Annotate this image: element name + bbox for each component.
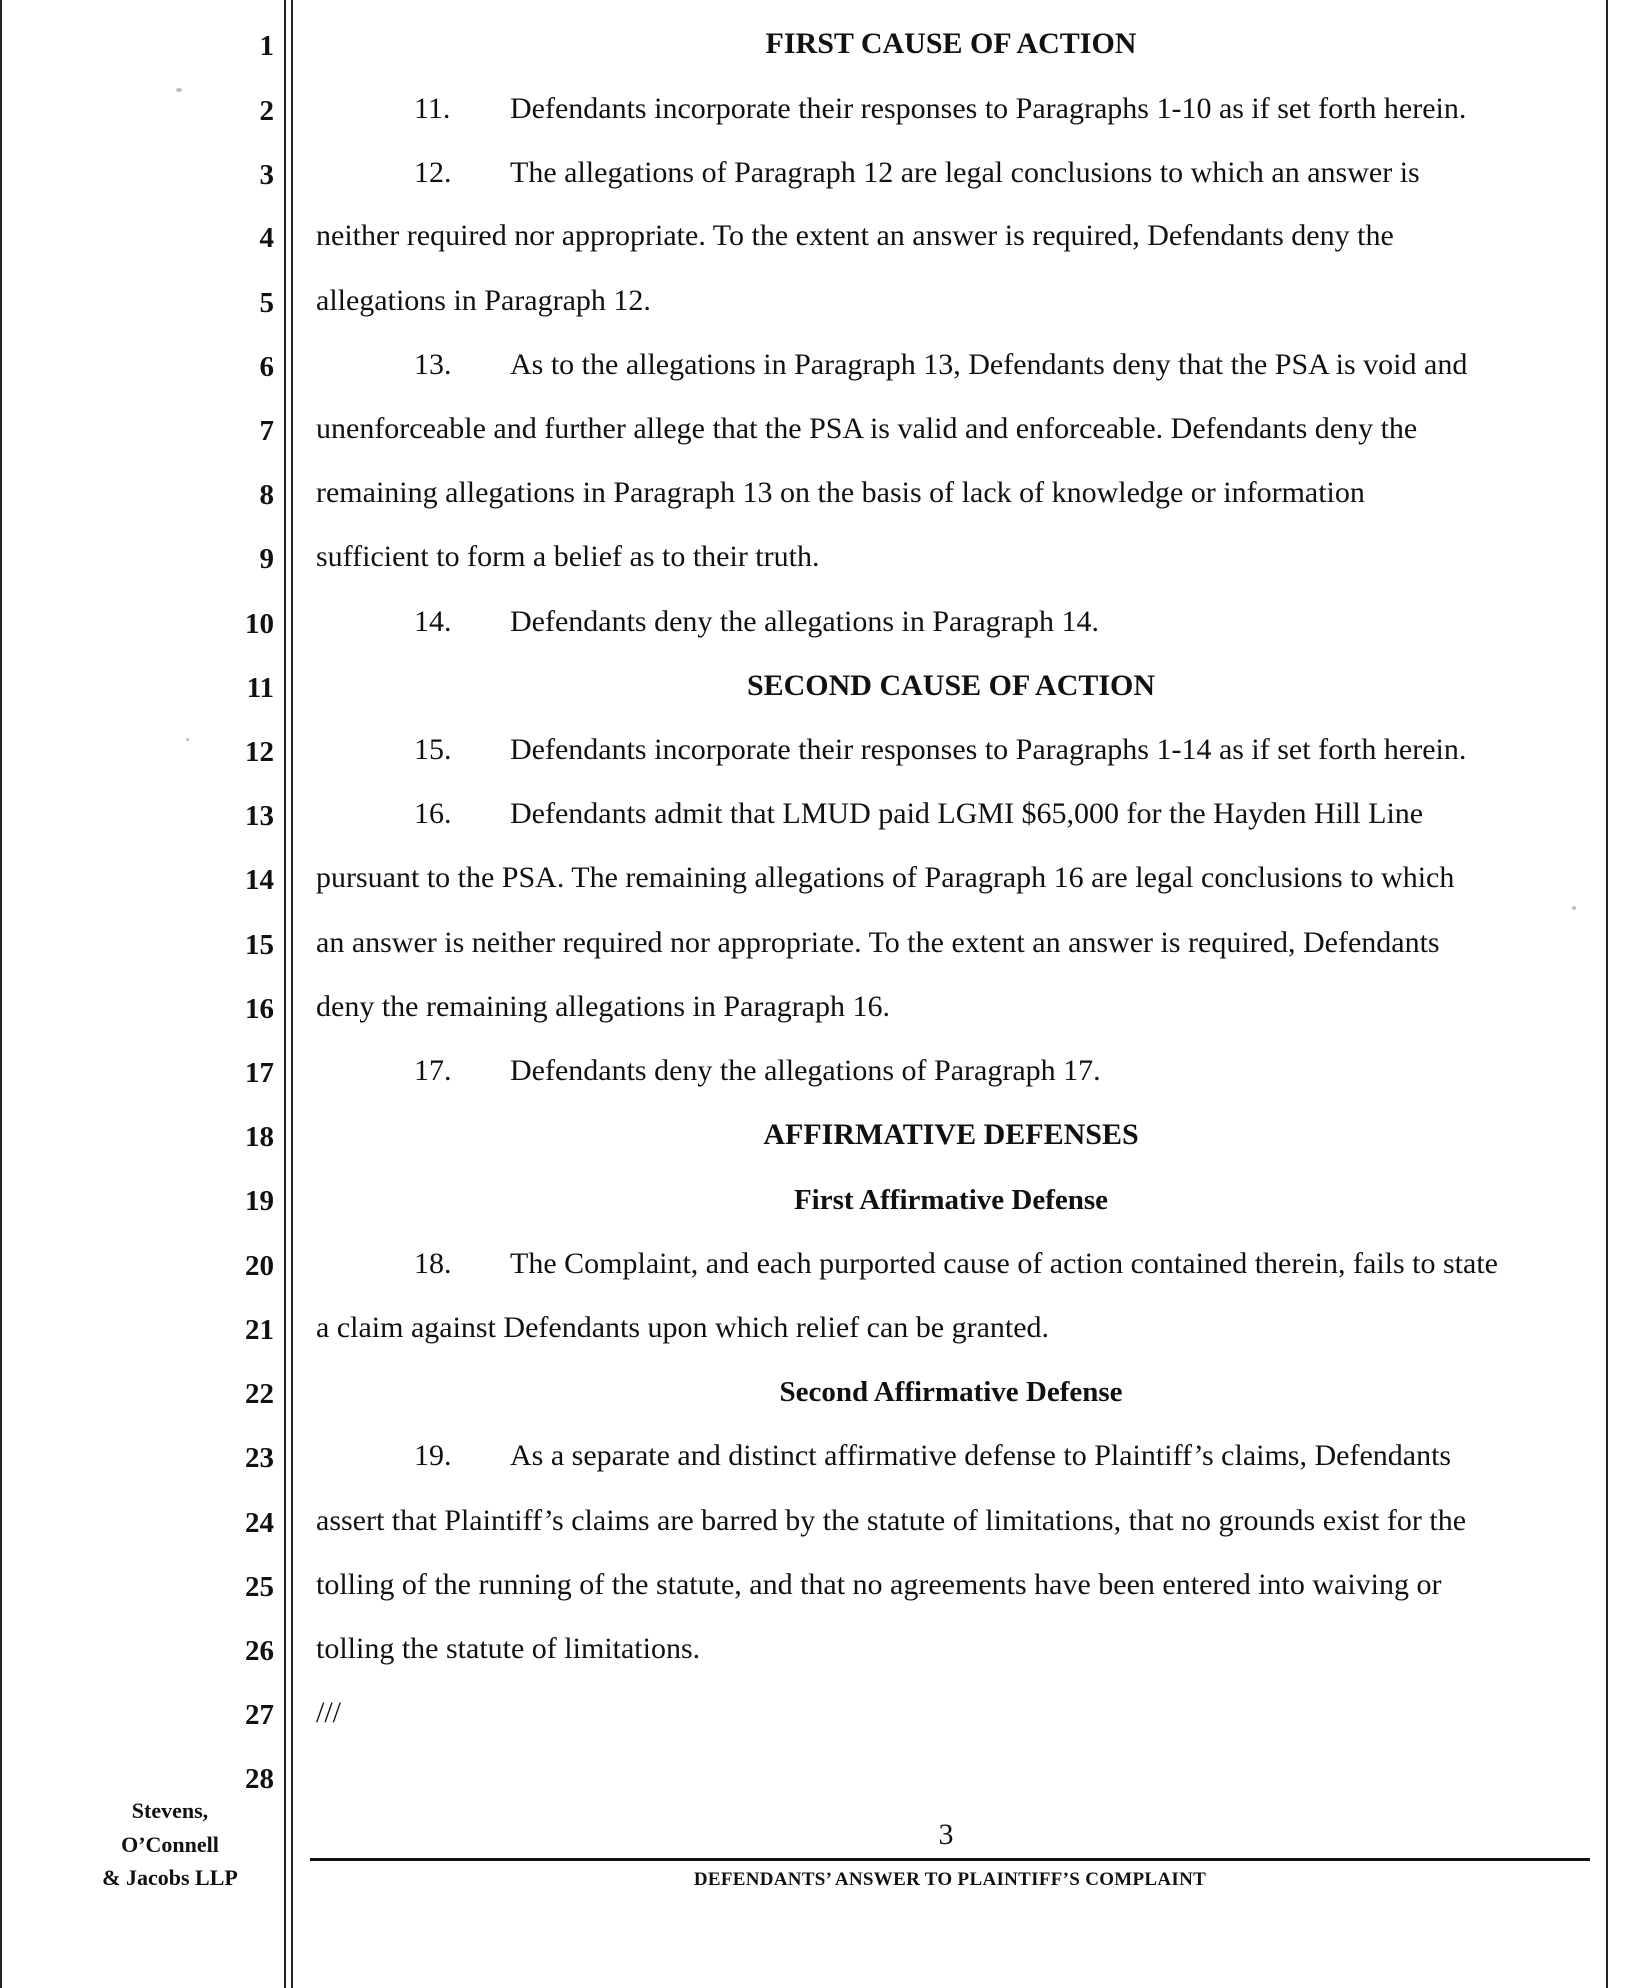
continuation-mark: /// xyxy=(316,1696,342,1729)
paragraph-14 xyxy=(316,604,1582,640)
paragraph-number: 15. xyxy=(414,733,452,766)
line-number: 22 xyxy=(245,1378,274,1410)
line-number: 27 xyxy=(245,1699,274,1731)
paragraph-text-line: remaining allegations in Paragraph 13 on the basis of lack of knowledge or information xyxy=(316,476,1365,509)
line-number: 9 xyxy=(259,543,274,575)
footer-rule xyxy=(310,1858,1590,1861)
paragraph-18 xyxy=(316,1246,1582,1282)
firm-name-line: O’Connell xyxy=(121,1832,219,1857)
paragraph-text-line: pursuant to the PSA. The remaining allegations of Paragraph 16 are legal conclusions to which xyxy=(316,861,1455,894)
paragraph-number: 16. xyxy=(414,797,452,830)
paragraph-text: Defendants deny the allegations of Paragraph 17. xyxy=(510,1054,1101,1087)
line-number: 19 xyxy=(245,1185,274,1217)
line-number: 17 xyxy=(245,1057,274,1089)
footer-document-title: DEFENDANTS’ ANSWER TO PLAINTIFF’S COMPLAINT xyxy=(693,1869,1207,1890)
paragraph-text: The Complaint, and each purported cause of action contained therein, fails to state xyxy=(510,1247,1498,1280)
paragraph-19 xyxy=(316,1438,1582,1474)
paragraph-text-line: unenforceable and further allege that the PSA is valid and enforceable. Defendants deny the xyxy=(316,412,1418,445)
paragraph-16 xyxy=(316,796,1582,832)
paragraph-text: Defendants deny the allegations in Paragraph 14. xyxy=(510,605,1099,638)
paragraph-text-line: a claim against Defendants upon which relief can be granted. xyxy=(316,1311,1050,1344)
line-number: 11 xyxy=(246,672,274,704)
line-number: 7 xyxy=(259,415,274,447)
subsection-heading: Second Affirmative Defense xyxy=(779,1376,1123,1408)
line-number: 20 xyxy=(245,1250,274,1282)
section-heading: FIRST CAUSE OF ACTION xyxy=(765,27,1137,60)
paragraph-number: 14. xyxy=(414,605,452,638)
paragraph-11 xyxy=(316,91,1582,127)
paragraph-number: 12. xyxy=(414,156,452,189)
line-number: 2 xyxy=(259,95,274,127)
line-number: 8 xyxy=(259,479,274,511)
paragraph-number: 11. xyxy=(414,92,451,125)
line-number: 25 xyxy=(245,1571,274,1603)
paragraph-text: As a separate and distinct affirmative defense to Plaintiff’s claims, Defendants xyxy=(510,1439,1452,1472)
line-number: 23 xyxy=(245,1442,274,1474)
line-number: 12 xyxy=(245,736,274,768)
paragraph-text: Defendants admit that LMUD paid LGMI $65,000 for the Hayden Hill Line xyxy=(510,797,1424,830)
line-number: 6 xyxy=(259,351,274,383)
paragraph-text-line: sufficient to form a belief as to their truth. xyxy=(316,540,820,573)
paragraph-text: As to the allegations in Paragraph 13, Defendants deny that the PSA is void and xyxy=(510,348,1468,381)
paragraph-text-line: an answer is neither required nor appropriate. To the extent an answer is required, Defendants xyxy=(316,926,1440,959)
line-number: 26 xyxy=(245,1635,274,1667)
paragraph-text-line: deny the remaining allegations in Paragraph 16. xyxy=(316,990,890,1023)
line-number: 14 xyxy=(245,864,274,896)
page-number: 3 xyxy=(938,1818,954,1851)
paragraph-text-line: neither required nor appropriate. To the extent an answer is required, Defendants deny the xyxy=(316,219,1394,252)
scan-speck xyxy=(186,738,189,741)
paragraph-12 xyxy=(316,155,1582,191)
firm-name-line: & Jacobs LLP xyxy=(102,1865,238,1890)
paragraph-text-line: assert that Plaintiff’s claims are barred by the statute of limitations, that no grounds exist for the xyxy=(316,1504,1467,1537)
line-number: 3 xyxy=(259,159,274,191)
paragraph-number: 18. xyxy=(414,1247,452,1280)
line-number: 24 xyxy=(245,1507,274,1539)
paragraph-text: The allegations of Paragraph 12 are legal conclusions to which an answer is xyxy=(510,156,1420,189)
margin-rule-left xyxy=(284,0,286,1988)
margin-rule-left-inner xyxy=(291,0,293,1988)
section-heading: AFFIRMATIVE DEFENSES xyxy=(763,1118,1139,1151)
scan-speck xyxy=(1572,906,1576,910)
line-number: 18 xyxy=(245,1121,274,1153)
section-heading: SECOND CAUSE OF ACTION xyxy=(746,669,1156,702)
line-number: 28 xyxy=(245,1763,274,1795)
line-number: 5 xyxy=(259,287,274,319)
paragraph-text: Defendants incorporate their responses to Paragraphs 1-10 as if set forth herein. xyxy=(510,92,1467,125)
line-number: 4 xyxy=(259,222,274,254)
line-number: 16 xyxy=(245,993,274,1025)
paragraph-number: 17. xyxy=(414,1054,452,1087)
line-number: 10 xyxy=(245,608,274,640)
line-number: 15 xyxy=(245,929,274,961)
paragraph-text: Defendants incorporate their responses to Paragraphs 1-14 as if set forth herein. xyxy=(510,733,1467,766)
firm-name-line: Stevens, xyxy=(131,1798,209,1823)
paragraph-text-line: tolling the statute of limitations. xyxy=(316,1632,701,1665)
paragraph-15 xyxy=(316,732,1582,768)
page-left-edge xyxy=(0,0,2,1988)
paragraph-17 xyxy=(316,1053,1582,1089)
paragraph-text-line: tolling of the running of the statute, and that no agreements have been entered into waiving or xyxy=(316,1568,1442,1601)
paragraph-number: 13. xyxy=(414,348,452,381)
margin-rule-right xyxy=(1606,0,1608,1988)
scan-speck xyxy=(176,88,182,92)
paragraph-text-line: allegations in Paragraph 12. xyxy=(316,284,651,317)
line-number: 1 xyxy=(259,30,274,62)
paragraph-13 xyxy=(316,347,1582,383)
paragraph-number: 19. xyxy=(414,1439,452,1472)
line-number: 13 xyxy=(245,800,274,832)
line-number: 21 xyxy=(245,1314,274,1346)
subsection-heading: First Affirmative Defense xyxy=(793,1184,1109,1216)
